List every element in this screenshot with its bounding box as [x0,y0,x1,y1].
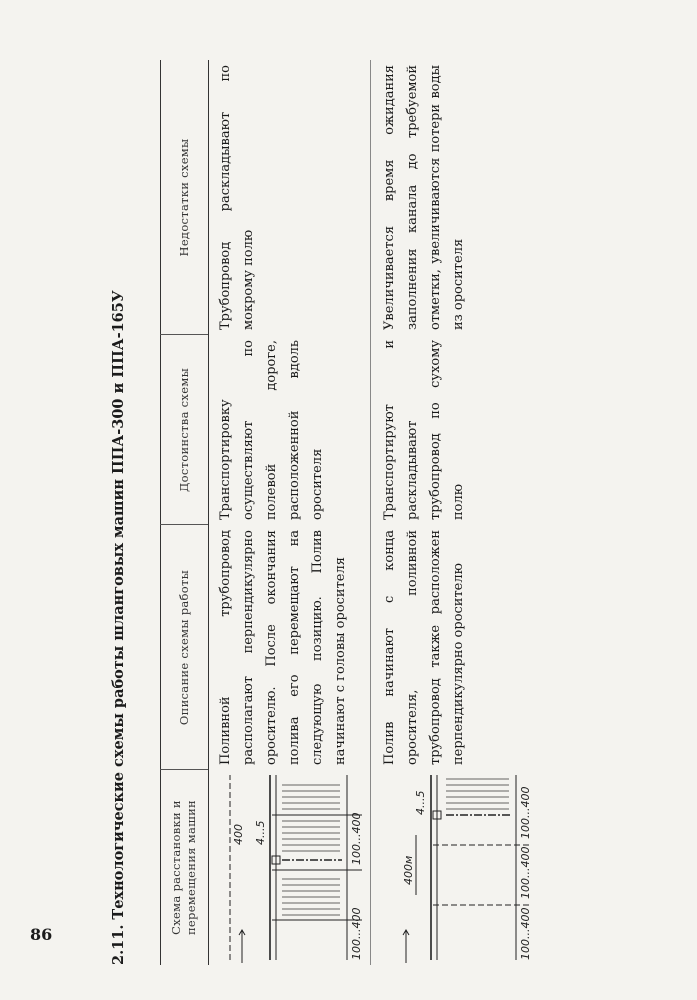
page-number: 86 [30,925,53,944]
advantages-row-1: Транспортировку осуществляют по полевой дороге, расположенной вдоль оросителя [218,340,325,520]
header-bottom-rule [208,60,209,965]
dim-bottom-label: 100...400 [519,786,532,839]
schemes-table [160,60,540,965]
header-disadvantages: Недостатки схемы [176,138,191,257]
rotated-content [110,60,540,965]
table-title: 2.11. Технологические схемы работы шланговых машин ППА-300 и ППА-165У [110,290,127,965]
dim-top-label: 400 [232,824,245,845]
advantages-row-2: Транспортируют и раскладывают трубопровод по сухому полю [382,340,466,520]
dim-bottom-label: 100...400 [519,846,532,899]
dim-bottom-label: 100...400 [519,907,532,960]
description-row-2: Полив начинают с конца оросителя, поливной трубопровод также расположен перпендикулярно оросителю [382,530,466,765]
dim-top-label: 400м [402,855,415,885]
disadvantages-row-1: Трубопровод раскладывают по мокрому полю [218,65,256,330]
header-description: Описание схемы работы [176,569,191,726]
row-divider [370,60,371,965]
dim-side-label: 4...5 [254,820,267,845]
header-advantages: Достоинства схемы [176,367,191,493]
dim-bottom-label: 100...400 [350,907,363,960]
description-row-1: Поливной трубопровод располагают перпендикулярно оросителю. После окончания полива его перемещают на следующую позицию. Полив начинают с головы оросителя [218,530,348,765]
dim-bottom-label: 100...400 [350,812,363,865]
scheme-diagram-1 [212,770,367,965]
scheme-diagram-2 [376,770,536,965]
disadvantages-row-2: Увеличивается время ожидания заполнения канала до требуемой отметки, увеличиваются потери воды из оросителя [382,65,466,330]
dim-side-label: 4...5 [414,790,427,815]
header-scheme: Схема расстановки и перемещения машин [169,799,198,936]
